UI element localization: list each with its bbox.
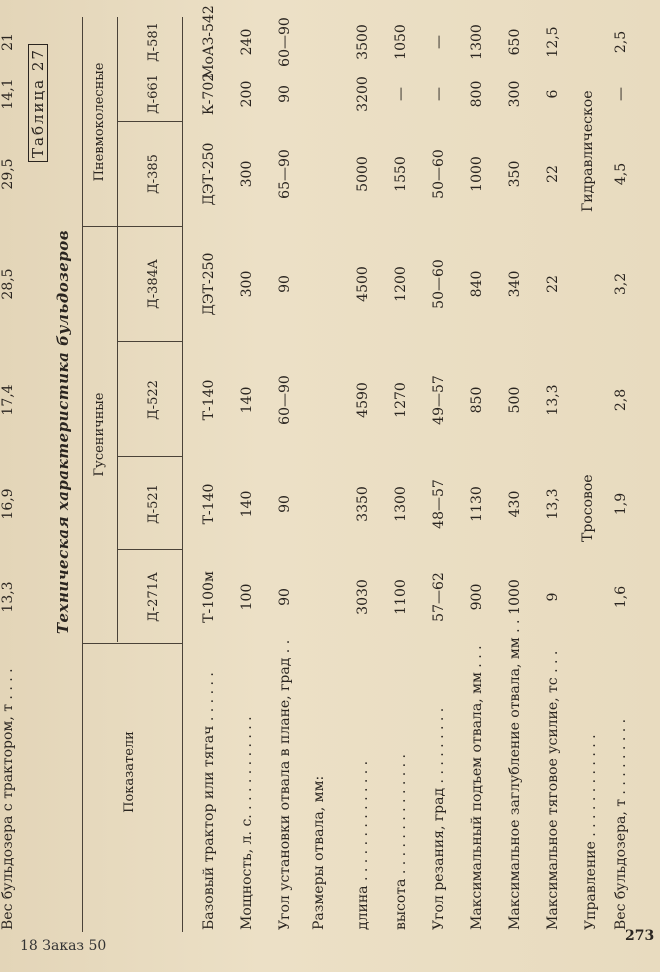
table-cell: 1000 (469, 156, 485, 192)
table-cell: 3500 (355, 24, 371, 60)
header-indicator: Показатели (122, 731, 137, 813)
table-cell: ДЭТ-250 (201, 142, 217, 206)
table-cell: — (613, 87, 629, 101)
table-cell: 65—90 (277, 149, 293, 199)
table-cell: 13,3 (0, 581, 16, 613)
table-cell: 1130 (469, 486, 485, 522)
table-cell: 3200 (355, 76, 371, 112)
table-cell: 21 (0, 33, 16, 51)
row-label: длина . . . . . . . . . . . . . . (355, 760, 371, 930)
row-label: Размеры отвала, мм: (311, 775, 327, 930)
table-cell: 650 (507, 28, 523, 56)
model-header-3: Д-384А (146, 259, 161, 309)
table-cell: 4500 (355, 266, 371, 302)
header-group-pneumatic: Пневмоколесные (92, 62, 107, 182)
table-cell: Т-100м (201, 571, 217, 623)
table-cell: 350 (507, 160, 523, 188)
table-cell: МоАЗ-542 (201, 5, 217, 79)
table-cell: 2,8 (613, 388, 629, 412)
table-cell: 5000 (355, 156, 371, 192)
col-divider-2 (117, 456, 182, 457)
table-cell: 29,5 (0, 158, 16, 190)
table-cell: 1300 (393, 486, 409, 522)
table-cell: 300 (239, 270, 255, 298)
table-cell: 300 (239, 160, 255, 188)
table-cell: Т-140 (201, 483, 217, 525)
table-cell: 140 (239, 490, 255, 518)
model-header-0: Д-271А (146, 572, 161, 622)
row-label: Угол резания, град . . . . . . . . . (431, 707, 447, 930)
table-cell: 200 (239, 80, 255, 108)
table-cell: 12,5 (545, 26, 561, 58)
table-cell: 1050 (393, 24, 409, 60)
table-cell: — (431, 87, 447, 101)
table-cell: 14,1 (0, 78, 16, 110)
row-label: Максимальное тяговое усилие, тс . . . (545, 650, 561, 930)
header-divider (82, 643, 182, 644)
row-label: Вес бульдозера, т . . . . . . . . . (613, 718, 629, 930)
row-label: Вес бульдозера с трактором, т . . . . (0, 668, 16, 930)
table-cell: — (393, 87, 409, 101)
table-cell: 49—57 (431, 375, 447, 425)
table-cell: 4590 (355, 382, 371, 418)
table-title: Техническая характеристика бульдозеров (54, 229, 72, 635)
table-cell: 13,3 (545, 384, 561, 416)
table-cell: 3030 (355, 579, 371, 615)
header-group-tracked: Гусеничные (92, 392, 107, 477)
table-top-rule (82, 17, 83, 932)
footer-left: 18 Заказ 50 (20, 938, 107, 954)
table-cell: 500 (507, 386, 523, 414)
model-header-6: Д-581 (146, 22, 161, 62)
table-cell: 60—90 (277, 17, 293, 67)
table-cell: 800 (469, 80, 485, 108)
table-cell: 6 (545, 89, 561, 99)
table-cell: 60—90 (277, 375, 293, 425)
control-hydraulic-span: Гидравлическое (580, 90, 596, 212)
table-cell: 50—60 (431, 149, 447, 199)
table-cell: 57—62 (431, 572, 447, 622)
table-cell: Т-140 (201, 379, 217, 421)
table-cell: 13,3 (545, 488, 561, 520)
table-cell: 16,9 (0, 488, 16, 520)
table-cell: 22 (545, 275, 561, 293)
table-cell: 90 (277, 85, 293, 103)
table-cell: 1200 (393, 266, 409, 302)
row-label: Максимальный подъем отвала, мм . . . (469, 645, 485, 930)
table-cell: 140 (239, 386, 255, 414)
table-cell: 900 (469, 583, 485, 611)
table-cell: 340 (507, 270, 523, 298)
model-header-4: Д-385 (146, 154, 161, 194)
table-cell: ДЭТ-250 (201, 252, 217, 316)
table-cell: 90 (277, 588, 293, 606)
table-cell: 4,5 (613, 162, 629, 186)
table-cell: 840 (469, 270, 485, 298)
table-cell: 48—57 (431, 479, 447, 529)
table-cell: 2,5 (613, 30, 629, 54)
table-cell: 240 (239, 28, 255, 56)
model-header-1: Д-521 (146, 484, 161, 524)
table-cell: 90 (277, 495, 293, 513)
table-cell: 1,6 (613, 585, 629, 609)
row-label: Мощность, л. с. . . . . . . . . . . . (239, 716, 255, 930)
table-cell: 3,2 (613, 272, 629, 296)
row-label: Максимальное заглубление отвала, мм . . (507, 619, 523, 930)
table-cell: 850 (469, 386, 485, 414)
table-cell: 430 (507, 490, 523, 518)
table-cell: 1,9 (613, 492, 629, 516)
table-cell: 1100 (393, 579, 409, 615)
table-cell: 9 (545, 592, 561, 602)
table-cell: 28,5 (0, 268, 16, 300)
table-cell: 3350 (355, 486, 371, 522)
table-cell: 1300 (469, 24, 485, 60)
table-cell: 50—60 (431, 259, 447, 309)
col-divider-3 (117, 341, 182, 342)
table-cell: 100 (239, 583, 255, 611)
row-label: Базовый трактор или тягач . . . . . . (201, 672, 217, 930)
row-label: Управление . . . . . . . . . . . . (583, 734, 599, 930)
table-cell: 1000 (507, 579, 523, 615)
header-bottom-rule (182, 17, 183, 932)
table-cell: — (431, 35, 447, 49)
model-header-2: Д-522 (146, 380, 161, 420)
row-label: Угол установки отвала в плане, град . . (277, 639, 293, 930)
table-cell: 1270 (393, 382, 409, 418)
table-cell: К-702 (201, 72, 217, 116)
row-label: высота . . . . . . . . . . . . . . (393, 754, 409, 930)
table-cell: 22 (545, 165, 561, 183)
table-number-tag: Таблица 27 (28, 44, 48, 162)
table-cell: 90 (277, 275, 293, 293)
table-cell: 300 (507, 80, 523, 108)
table-cell: 17,4 (0, 384, 16, 416)
col-divider-1 (117, 549, 182, 550)
table-cell: 1550 (393, 156, 409, 192)
control-cable-span: Тросовое (580, 474, 596, 542)
model-header-5: Д-661 (146, 74, 161, 114)
page-number: 273 (625, 928, 655, 944)
